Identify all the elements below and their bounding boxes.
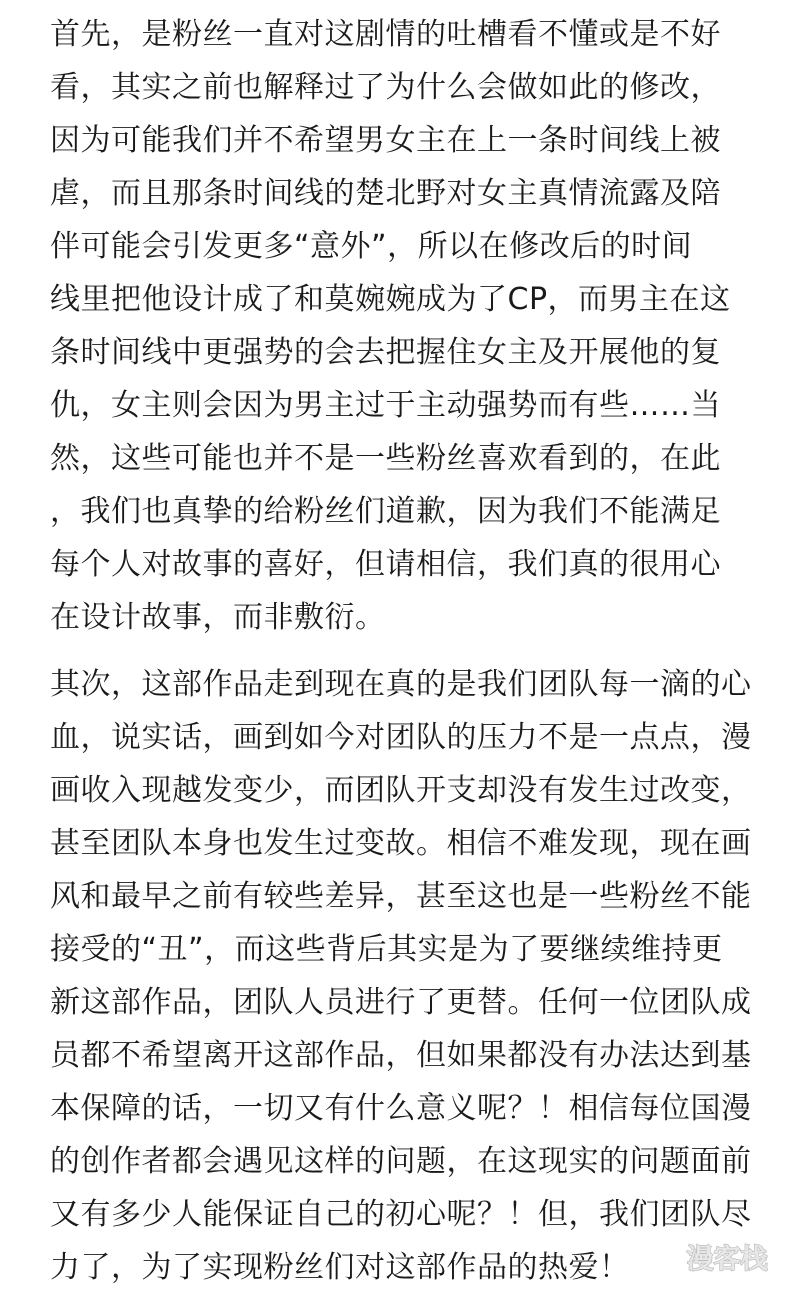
text-line: 伴可能会引发更多“意外”，所以在修改后的时间 [50, 229, 693, 264]
text-line: 本保障的话，一切又有什么意义呢？！相信每位国漫 [50, 1091, 752, 1126]
text-line: 然，这些可能也并不是一些粉丝喜欢看到的，在此 [50, 441, 721, 476]
text-line: ，我们也真挚的给粉丝们道歉，因为我们不能满足 [50, 494, 721, 529]
text-line: 在设计故事，而非敷衍。 [50, 600, 386, 635]
text-line: 每个人对故事的喜好，但请相信，我们真的很用心 [50, 547, 721, 582]
text-line: 首先，是粉丝一直对这剧情的吐槽看不懂或是不好 [50, 17, 721, 52]
text-line: 血，说实话，画到如今对团队的压力不是一点点，漫 [50, 720, 752, 755]
text-line: 的创作者都会遇见这样的问题，在这现实的问题面前 [50, 1144, 752, 1179]
text-line: 接受的“丑”，而这些背后其实是为了要继续维持更 [50, 932, 723, 967]
text-line: 条时间线中更强势的会去把握住女主及开展他的复 [50, 335, 721, 370]
text-line: 其次，这部作品走到现在真的是我们团队每一滴的心 [50, 667, 752, 702]
text-line: 线里把他设计成了和莫婉婉成为了CP，而男主在这 [50, 282, 731, 317]
text-line: 因为可能我们并不希望男女主在上一条时间线上被 [50, 123, 721, 158]
text-line: 甚至团队本身也发生过变故。相信不难发现，现在画 [50, 826, 752, 861]
text-line: 看，其实之前也解释过了为什么会做如此的修改， [50, 70, 721, 105]
text-line: 新这部作品，团队人员进行了更替。任何一位团队成 [50, 985, 752, 1020]
text-line: 风和最早之前有较些差异，甚至这也是一些粉丝不能 [50, 879, 752, 914]
text-line: 又有多少人能保证自己的初心呢？！但，我们团队尽 [50, 1197, 752, 1232]
watermark-logo [668, 1235, 786, 1279]
paragraph-1 [50, 8, 756, 644]
paragraph-2 [50, 658, 756, 1294]
text-line: 力了，为了实现粉丝们对这部作品的热爱！ [50, 1250, 630, 1285]
svg-text:漫客栈: 漫客栈 [686, 1244, 768, 1275]
text-line: 虐，而且那条时间线的楚北野对女主真情流露及陪 [50, 176, 721, 211]
text-line: 仇，女主则会因为男主过于主动强势而有些……当 [50, 388, 721, 423]
text-line: 画收入现越发变少，而团队开支却没有发生过改变， [50, 773, 752, 808]
text-line: 员都不希望离开这部作品，但如果都没有办法达到基 [50, 1038, 752, 1073]
